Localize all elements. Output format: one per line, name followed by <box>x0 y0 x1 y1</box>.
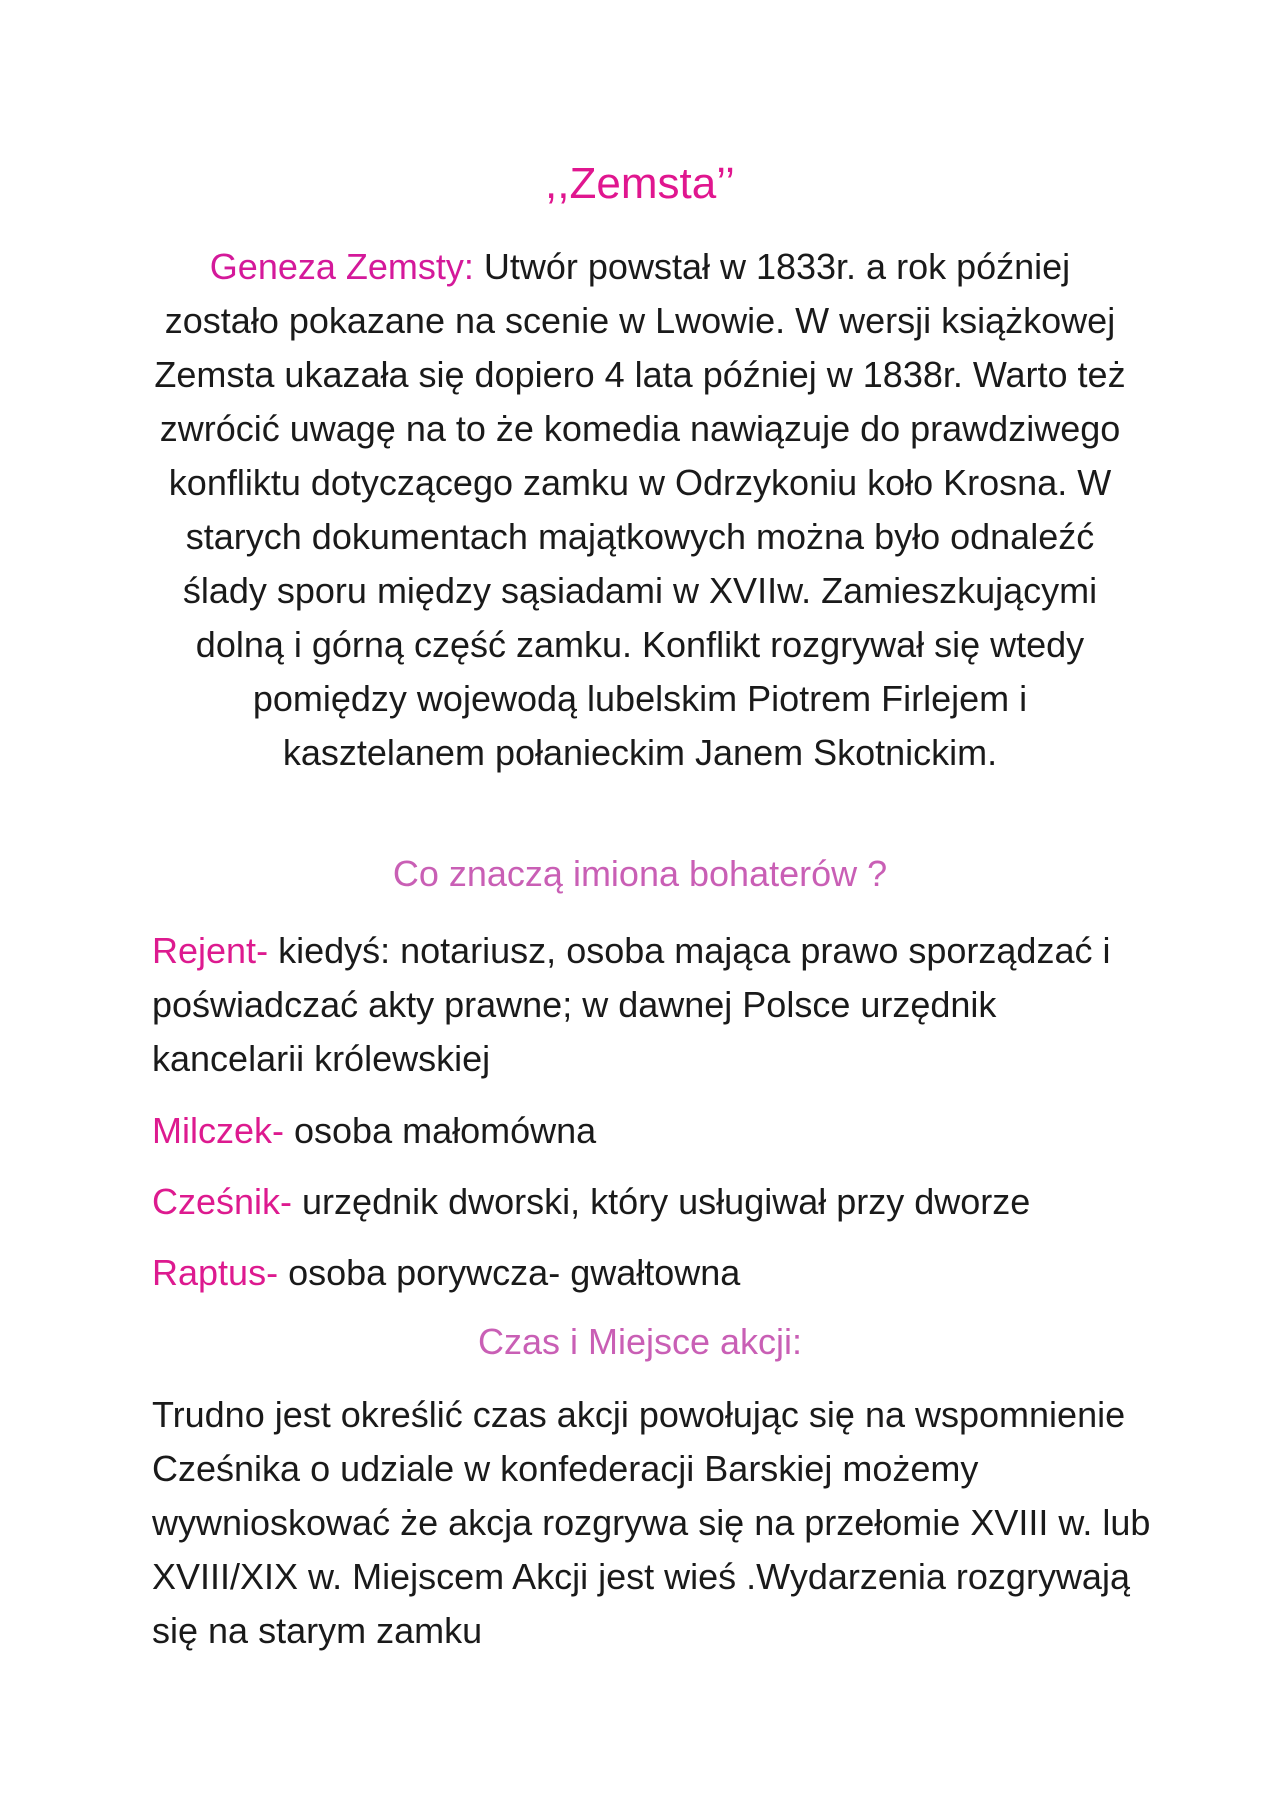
definition-term: Milczek- <box>152 1110 284 1151</box>
genesis-paragraph <box>150 240 1130 780</box>
definition-term: Cześnik- <box>152 1181 293 1222</box>
definition-raptus <box>152 1246 1152 1300</box>
definition-text: kiedyś: notariusz, osoba mająca prawo sporządzać i poświadczać akty prawne; w dawnej Polsce urzędnik kancelarii królewskiej <box>152 930 1111 1079</box>
definition-term: Rejent- <box>152 930 269 971</box>
time-place-heading: Czas i Miejsce akcji: <box>477 1321 803 1362</box>
definition-rejent <box>152 924 1152 1086</box>
definition-czesnik <box>152 1175 1152 1229</box>
definition-text: osoba małomówna <box>284 1110 597 1151</box>
genesis-text: Utwór powstał w 1833r. a rok później zostało pokazane na scenie w Lwowie. W wersji książkowej Zemsta ukazała się dopiero 4 lata później w 1838r. Warto też zwrócić uwagę na to że komedia nawiązuje do prawdziwego konfliktu dotyczącego zamku w Odrzykoniu koło Krosna. W starych dokumentach majątkowych można było odnaleźć ślady sporu między sąsiadami w XVIIw. Zamieszkującymi dolną i górną część zamku. Konflikt rozgrywał się wtedy pomiędzy wojewodą lubelskim Piotrem Firlejem i kasztelanem połanieckim Janem Skotnickim. <box>154 246 1126 773</box>
definition-text: osoba porywcza- gwałtowna <box>278 1252 741 1293</box>
time-place-paragraph: Trudno jest określić czas akcji powołując się na wspomnienie Cześnika o udziale w konfederacji Barskiej możemy wywnioskować że akcja rozgrywa się na przełomie XVIII w. lub XVIII/XIX w. Miejscem Akcji jest wieś .Wydarzenia rozgrywają się na starym zamku <box>152 1394 1151 1651</box>
definition-milczek <box>152 1104 1152 1158</box>
document-title: ,,Zemsta’’ <box>545 159 735 208</box>
definition-text: urzędnik dworski, który usługiwał przy dworze <box>292 1181 1031 1222</box>
definition-term: Raptus- <box>152 1252 279 1293</box>
names-heading: Co znaczą imiona bohaterów ? <box>392 853 888 894</box>
genesis-label: Geneza Zemsty: <box>209 246 474 287</box>
